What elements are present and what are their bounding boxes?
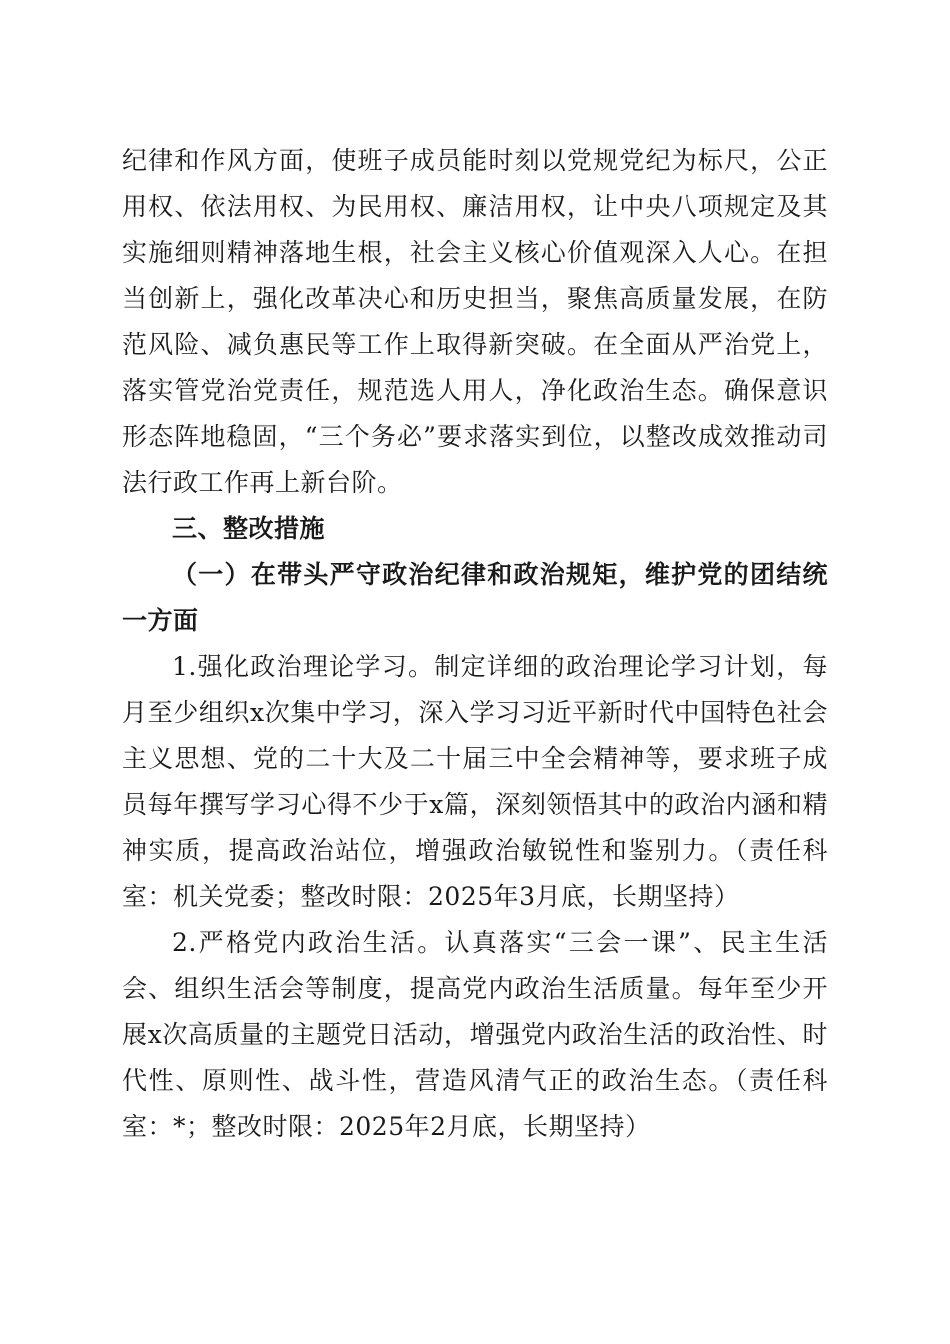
document-body [122, 138, 828, 1150]
measure-item-1: 1.强化政治理论学习。制定详细的政治理论学习计划，每月至少组织x次集中学习，深入学习习近平新时代中国特色社会主义思想、党的二十大及二十届三中全会精神等，要求班子成员每年撰写学习心得不少于x篇，深刻领悟其中的政治内涵和精神实质，提高政治站位，增强政治敏锐性和鉴别力。（责任科室：机关党委；整改时限：2025年3月底，长期坚持） [122, 652, 828, 911]
section-heading: 三、整改措施 [172, 514, 326, 543]
subsection-heading: （一）在带头严守政治纪律和政治规矩，维护党的团结统一方面 [122, 560, 828, 635]
measure-item-2: 2.严格党内政治生活。认真落实“三会一课”、民主生活会、组织生活会等制度，提高党内政治生活质量。每年至少开展x次高质量的主题党日活动，增强党内政治生活的政治性、时代性、原则性、战斗性，营造风清气正的政治生态。（责任科室：*；整改时限：2025年2月底，长期坚持） [122, 928, 828, 1141]
paragraph-continuation: 纪律和作风方面，使班子成员能时刻以党规党纪为标尺，公正用权、依法用权、为民用权、廉洁用权，让中央八项规定及其实施细则精神落地生根，社会主义核心价值观深入人心。在担当创新上，强化改革决心和历史担当，聚焦高质量发展，在防范风险、减负惠民等工作上取得新突破。在全面从严治党上，落实管党治党责任，规范选人用人，净化政治生态。确保意识形态阵地稳固，“三个务必”要求落实到位，以整改成效推动司法行政工作再上新台阶。 [122, 146, 828, 497]
